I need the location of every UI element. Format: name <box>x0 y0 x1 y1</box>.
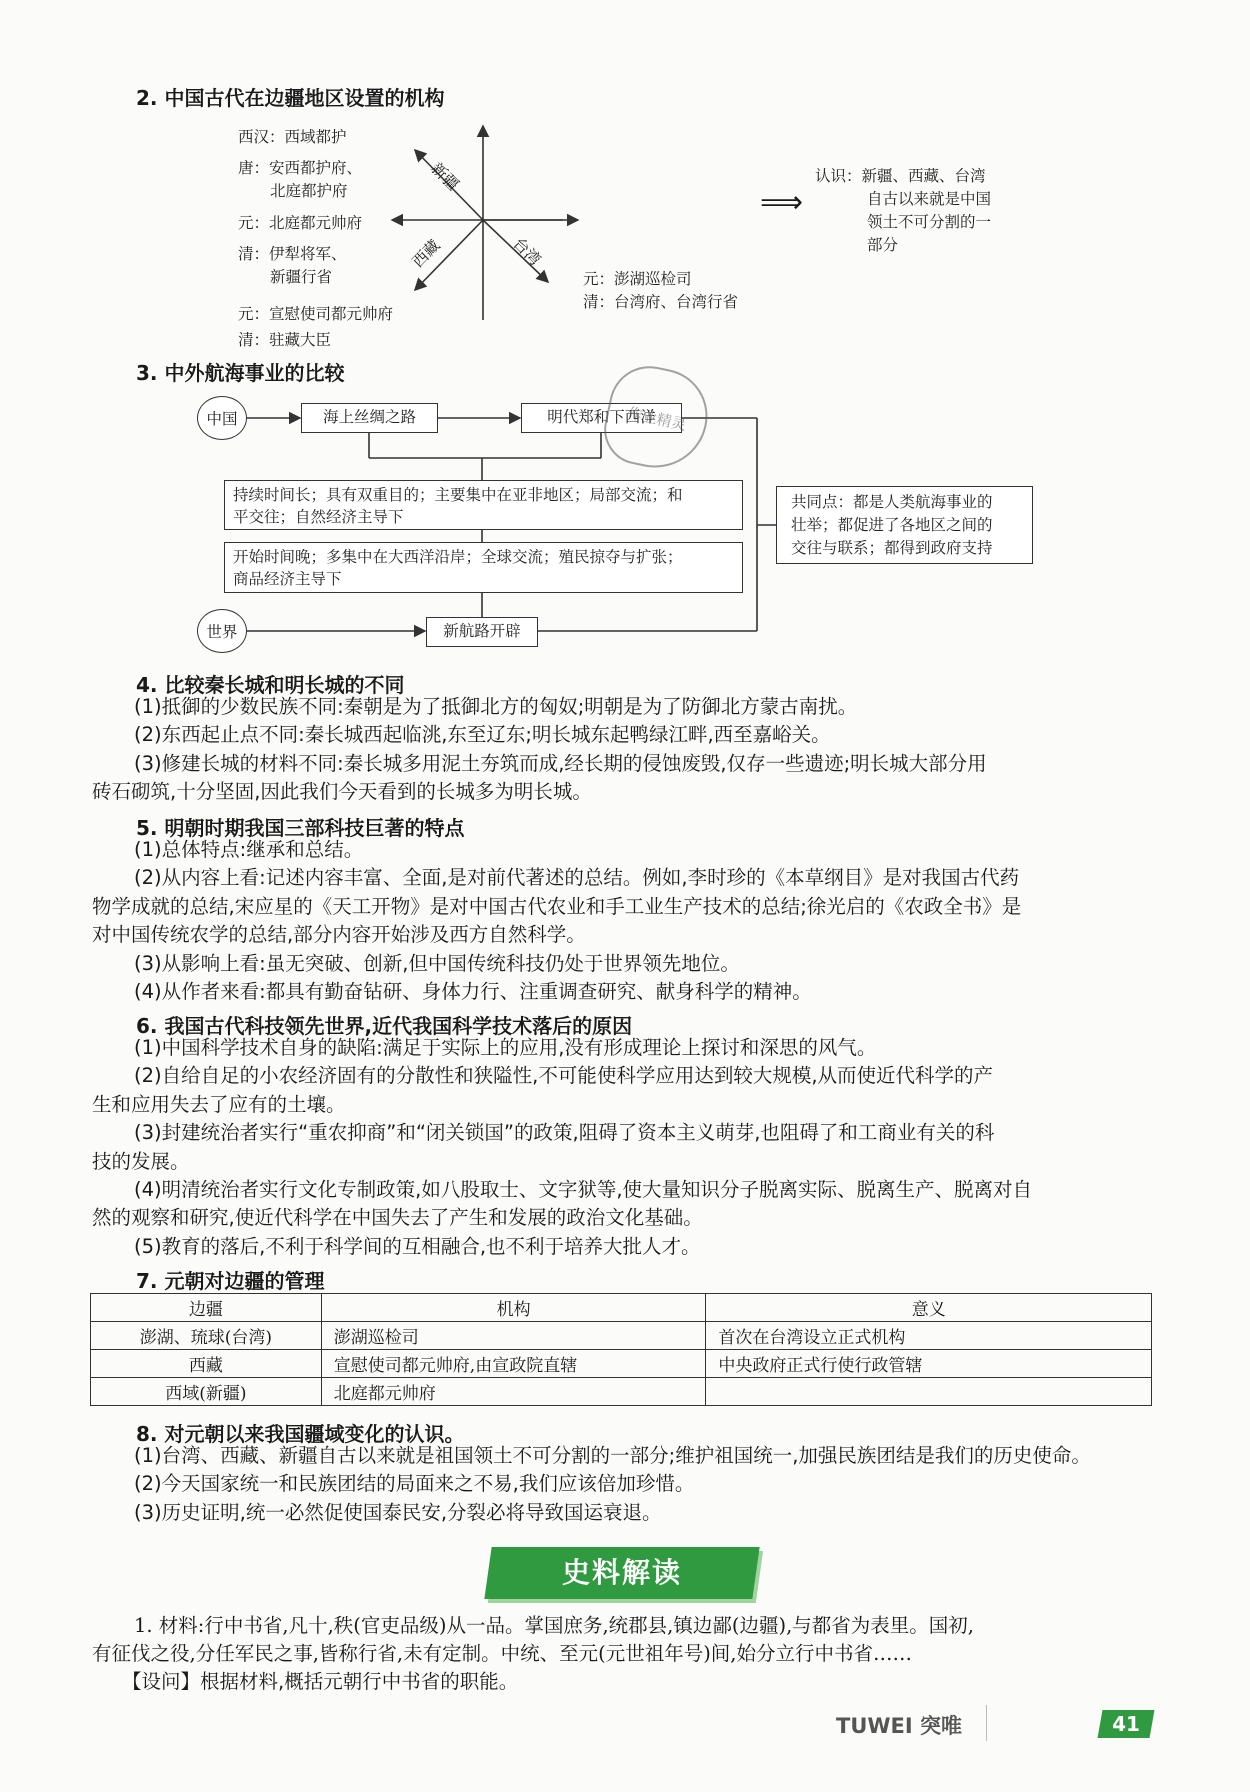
paragraph-line: (3)历史证明,统一必然促使国泰民安,分裂必将导致国运衰退。 <box>134 1500 662 1524</box>
common-line: 壮举；都促进了各地区之间的 <box>791 516 993 534</box>
material-line: 1. 材料:行中书省,凡十,秩(官吏品级)从一品。掌国庶务,统郡县,镇边鄙(边疆),与都省为表里。国初, <box>134 1614 974 1637</box>
table-cell: 宣慰使司都元帅府,由宣政院直辖 <box>321 1350 706 1378</box>
china-traits-box <box>224 480 743 530</box>
section-6-title: 6. 我国古代科技领先世界,近代我国科学技术落后的原因 <box>136 1014 633 1038</box>
section-4-body <box>92 693 987 807</box>
section-3-title: 3. 中外航海事业的比较 <box>136 361 345 385</box>
table-header-row <box>91 1294 1152 1322</box>
conclusion-line: 认识：新疆、西藏、台湾 <box>815 167 986 185</box>
world-trait-line: 商品经济主导下 <box>233 570 342 588</box>
implies-arrow-icon: ⟹ <box>760 185 804 220</box>
paragraph-line: 技的发展。 <box>92 1149 190 1173</box>
common-points-box <box>776 486 1033 564</box>
left-item: 唐：安西都护府、 <box>238 159 363 177</box>
conclusion-line: 部分 <box>867 236 899 254</box>
table-cell: 西藏 <box>91 1350 322 1378</box>
section-2-title: 2. 中国古代在边疆地区设置的机构 <box>136 86 445 110</box>
section-6-body <box>92 1034 1032 1261</box>
table-cell: 澎湖巡检司 <box>321 1322 706 1350</box>
footer-divider <box>986 1705 987 1741</box>
yuan-border-table <box>90 1293 1152 1406</box>
label-taiwan: 台湾 <box>509 234 545 270</box>
brand-logo: TUWEI 突唯 <box>836 1714 963 1738</box>
paragraph-line: (1)抵御的少数民族不同:秦朝是为了抵御北方的匈奴;明朝是为了防御北方蒙古南扰。 <box>134 695 858 718</box>
paragraph-line: (5)教育的落后,不利于科学间的互相融合,也不利于培养大批人才。 <box>134 1234 701 1258</box>
table-cell: 澎湖、琉球(台湾) <box>91 1322 322 1350</box>
new-route-box: 新航路开辟 <box>426 617 538 647</box>
stamp-text: 作业精灵 <box>625 403 689 434</box>
left-item: 元：宣慰使司都元帅府 <box>238 305 394 323</box>
paragraph-line: (1)总体特点:继承和总结。 <box>134 838 364 861</box>
paragraph-line: (1)台湾、西藏、新疆自古以来就是祖国领土不可分割的一部分;维护祖国统一,加强民族团结是我们的历史使命。 <box>134 1444 1091 1467</box>
china-trait-line: 持续时间长；具有双重目的；主要集中在亚非地区；局部交流；和 <box>233 486 683 504</box>
paragraph-line: (2)从内容上看:记述内容丰富、全面,是对前代著述的总结。例如,李时珍的《本草纲目》是对我国古代药 <box>134 866 1020 890</box>
right-item: 元：澎湖巡检司 <box>583 270 692 288</box>
common-line: 共同点：都是人类航海事业的 <box>791 493 993 511</box>
paragraph-line: (3)从影响上看:虽无突破、创新,但中国传统科技仍处于世界领先地位。 <box>134 951 740 975</box>
zheng-he-box: 明代郑和下西洋 <box>521 403 682 433</box>
paragraph-line: 物学成就的总结,宋应星的《天工开物》是对中国古代农业和手工业生产技术的总结;徐光启的《农政全书》是 <box>92 894 1022 918</box>
page-number: 41 <box>1112 1712 1140 1736</box>
source-reading-banner <box>484 1547 759 1599</box>
section-8-title: 8. 对元朝以来我国疆域变化的认识。 <box>136 1422 465 1446</box>
paragraph-line: (2)自给自足的小农经济固有的分散性和狭隘性,不可能使科学应用达到较大规模,从而使近代科学的产 <box>134 1064 994 1088</box>
left-item: 北庭都护府 <box>270 182 348 200</box>
table-row <box>91 1350 1152 1378</box>
question-line: 【设问】根据材料,概括元朝行中书省的职能。 <box>122 1670 519 1693</box>
table-row <box>91 1378 1152 1406</box>
table-header: 边疆 <box>91 1294 322 1322</box>
table-header: 意义 <box>706 1294 1152 1322</box>
right-item: 清：台湾府、台湾行省 <box>583 293 739 311</box>
paragraph-line: (1)中国科学技术自身的缺陷:满足于实际上的应用,没有形成理论上探讨和深思的风气。 <box>134 1036 877 1059</box>
china-trait-line: 平交往；自然经济主导下 <box>233 508 404 526</box>
section-5-body <box>92 836 1021 1006</box>
material-block <box>92 1612 974 1696</box>
paragraph-line: 然的观察和研究,使近代科学在中国失去了产生和发展的政治文化基础。 <box>92 1206 703 1230</box>
table-cell: 首次在台湾设立正式机构 <box>706 1322 1152 1350</box>
china-node: 中国 <box>197 396 247 440</box>
paragraph-line: (2)今天国家统一和民族团结的局面来之不易,我们应该倍加珍惜。 <box>134 1472 695 1496</box>
table-cell: 北庭都元帅府 <box>321 1378 706 1406</box>
paragraph-line: (3)修建长城的材料不同:秦长城多用泥土夯筑而成,经长期的侵蚀废毁,仅存一些遗迹;明长城大部分用 <box>134 751 987 775</box>
left-item: 清：驻藏大臣 <box>238 331 332 349</box>
left-item: 元：北庭都元帅府 <box>238 214 363 232</box>
paragraph-line: (4)明清统治者实行文化专制政策,如八股取士、文字狱等,使大量知识分子脱离实际、脱离生产、脱离对自 <box>134 1178 1033 1202</box>
table-cell: 中央政府正式行使行政管辖 <box>706 1350 1152 1378</box>
paragraph-line: 砖石砌筑,十分坚固,因此我们今天看到的长城多为明长城。 <box>92 780 592 804</box>
left-item: 西汉：西域都护 <box>238 128 347 146</box>
table-cell: 西域(新疆) <box>91 1378 322 1406</box>
section-7-title: 7. 元朝对边疆的管理 <box>136 1269 325 1293</box>
table-header: 机构 <box>321 1294 706 1322</box>
world-traits-box <box>224 542 743 593</box>
section-4-title: 4. 比较秦长城和明长城的不同 <box>136 673 405 697</box>
section-8-body <box>134 1442 1091 1527</box>
world-trait-line: 开始时间晚；多集中在大西洋沿岸；全球交流；殖民掠夺与扩张； <box>233 548 683 566</box>
material-line: 有征伐之役,分任军民之事,皆称行省,未有定制。中统、至元(元世祖年号)间,始分立行中书省…… <box>92 1642 913 1665</box>
conclusion-line: 领土不可分割的一 <box>867 213 992 231</box>
paragraph-line: (4)从作者来看:都具有勤奋钻研、身体力行、注重调查研究、献身科学的精神。 <box>134 980 812 1004</box>
section-5-title: 5. 明朝时期我国三部科技巨著的特点 <box>136 816 465 840</box>
label-xizang: 西藏 <box>408 236 444 272</box>
paragraph-line: (2)东西起止点不同:秦长城西起临洮,东至辽东;明长城东起鸭绿江畔,西至嘉峪关。 <box>134 723 831 747</box>
silk-road-box: 海上丝绸之路 <box>301 403 438 433</box>
paragraph-line: (3)封建统治者实行“重农抑商”和“闭关锁国”的政策,阻碍了资本主义萌芽,也阻碍了和工商业有关的科 <box>134 1121 995 1145</box>
world-node: 世界 <box>197 609 247 653</box>
conclusion-line: 自古以来就是中国 <box>867 190 992 208</box>
left-item: 清：伊犁将军、 <box>238 245 347 263</box>
left-item: 新疆行省 <box>270 268 333 286</box>
banner-title: 史料解读 <box>561 1556 682 1589</box>
paragraph-line: 生和应用失去了应有的土壤。 <box>92 1092 346 1116</box>
table-cell <box>706 1378 1152 1406</box>
paragraph-line: 对中国传统农学的总结,部分内容开始涉及西方自然科学。 <box>92 923 586 947</box>
table-row <box>91 1322 1152 1350</box>
label-xinjiang: 新疆 <box>427 159 463 195</box>
common-line: 交往与联系；都得到政府支持 <box>791 539 993 557</box>
